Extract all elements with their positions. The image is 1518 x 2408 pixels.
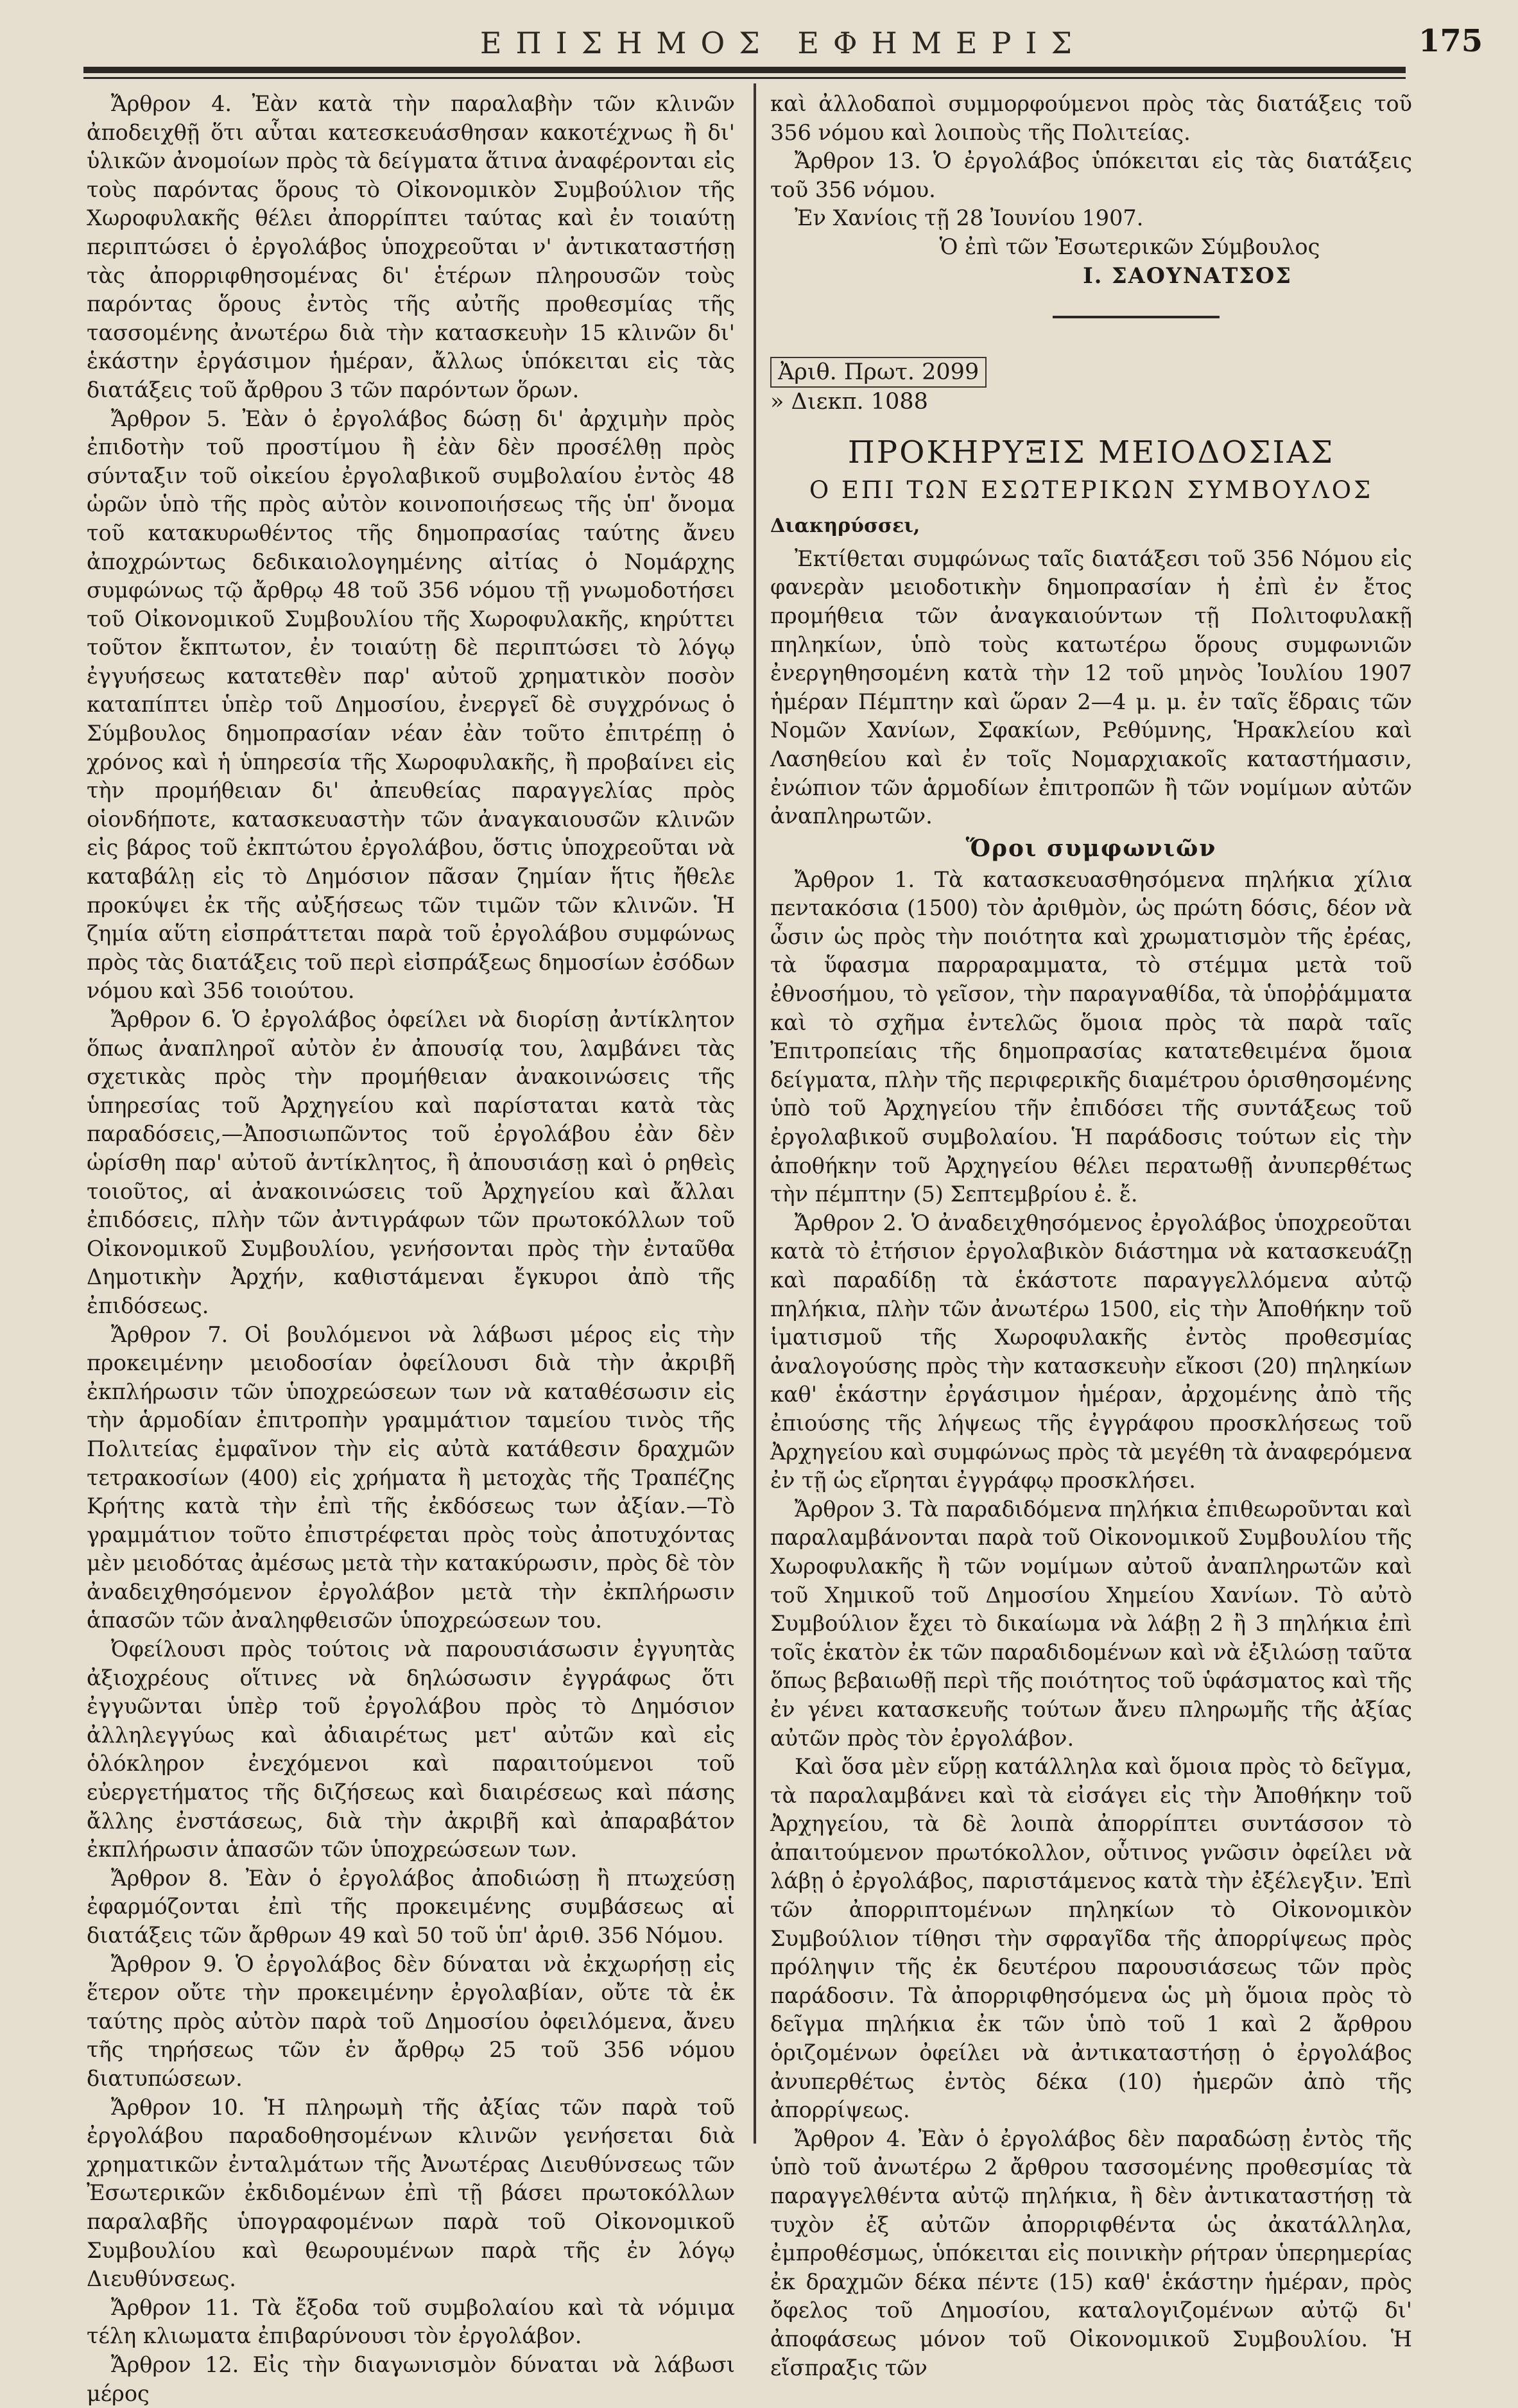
dispatch-number: » Διεκπ. 1088 (770, 389, 928, 415)
article-9-paragraph: Ἄρθρον 9. Ὁ ἐργολάβος δὲν δύναται νὰ ἐκχωρήσῃ εἰς ἕτερον οὔτε τὴν προκειμένην ἐργολαβίαν, οὔτε τὰ ἐκ ταύτης πρὸς αὐτὸν παρὰ τοῦ Δημοσίου ὀφειλόμενα, ἄνευ τῆς τηρήσεως τῶν ἐν ἄρθρῳ 25 τοῦ 356 νόμου διατυπώσεων. (87, 1951, 735, 2091)
article-6-paragraph: Ἄρθρον 6. Ὁ ἐργολάβος ὀφείλει νὰ διορίσῃ ἀντίκλητον ὅπως ἀναπληροῖ αὐτὸν ἐν ἀπουσίᾳ του, λαμβάνει τὰς σχετικὰς πρὸς τὴν προμήθειαν ἀνακοινώσεις τῆς ὑπηρεσίας τοῦ Ἀρχηγείου καὶ παρίσταται κατὰ τὰς παραδόσεις,—Ἀποσιωπῶντος τοῦ ἐργολάβου ἐὰν δὲν ὡρίσθη παρ' αὐτοῦ ἀντίκλητος, ἢ ἀπουσιάσῃ καὶ ὁ ρηθεὶς τοιοῦτος, αἱ ἀνακοινώσεις τοῦ Ἀρχηγείου καὶ ἄλλαι ἐπιδόσεις, πλὴν τῶν ἀντιγράφων τῶν πρωτοκόλλων τοῦ Οἰκονομικοῦ Συμβουλίου, γενήσονται πρὸς τὴν ἐνταῦθα Δημοτικὴν Ἀρχήν, καθιστάμεναι ἔγκυροι ἀπὸ τῆς ἐπιδόσεως. (87, 1007, 735, 1318)
reference-block (770, 357, 1412, 416)
article-5-paragraph: Ἄρθρον 5. Ἐὰν ὁ ἐργολάβος δώσῃ δι' ἀρχιμὴν πρὸς ἐπιδοτὴν τοῦ προστίμου ἢ ἐὰν δὲν προσέλθῃ πρὸς σύνταξιν τοῦ οἰκείου ἐργολαβικοῦ συμβολαίου ἐντὸς 48 ὡρῶν ὑπὸ τῆς πρὸς αὐτὸν κοινοποιήσεως τῆς ὑπ' ὄνομα τοῦ κατακυρωθέντος τῆς δημοπρασίας ταύτης ἄνευ ἀποχρώντως δεδικαιολογημένης αἰτίας ὁ Νομάρχης συμφώνως τῷ ἄρθρῳ 48 τοῦ 356 νόμου τῇ γνωμοδοτήσει τοῦ Οἰκονομικοῦ Συμβουλίου τῆς Χωροφυλακῆς, κηρύττει τοῦτον ἔκπτωτον, ἐν τοιαύτῃ δὲ περιπτώσει τὸ λόγῳ ἐγγυήσεως κατατεθὲν παρ' αὐτοῦ χρηματικὸν ποσὸν καταπίπτει ὑπὲρ τοῦ Δημοσίου, ἐνεργεῖ δὲ συγχρόνως ὁ Σύμβουλος δημοπρασίαν νέαν ἐὰν τοῦτο ἐπιτρέπῃ ὁ χρόνος καὶ ἡ ὑπηρεσία τῆς Χωροφυλακῆς, ἢ προβαίνει εἰς τὴν προμήθειαν δι' ἀπευθείας παραγγελίας πρὸς οἱονδήποτε, κατασκευαστὴν τῶν ἀναγκαιουσῶν κλινῶν εἰς βάρος τοῦ ἐκπτώτου ἐργολάβου, ὅστις ὑποχρεοῦται νὰ καταβάλῃ εἰς τὸ Δημόσιον πᾶσαν ζημίαν ἥτις ἤθελε προκύψει ἐκ τῆς αὐξήσεως τῶν τιμῶν τῶν κλινῶν. Ἡ ζημία αὕτη εἰσπράττεται παρὰ τοῦ ἐργολάβου συμφώνως πρὸς τὰς διατάξεις τοῦ περὶ εἰσπράξεως δημοσίων ἐσόδων νόμου καὶ 356 τοιούτου. (87, 406, 735, 1004)
date-line: Ἐν Χανίοις τῇ 28 Ἰουνίου 1907. (795, 205, 1144, 231)
terms-article-4: Ἄρθρον 4. Ἐὰν ὁ ἐργολάβος δὲν παραδώσῃ ἐντὸς τῆς ὑπὸ τοῦ ἀνωτέρω 2 ἄρθρου τασσομένης προθεσμίας τὰ παραγγελθέντα αὐτῷ πηλήκια, ἢ δὲν ἀντικαταστήσῃ τὰ τυχὸν ἐξ αὐτῶν ἀπορριφθέντα ὡς ἀκατάλληλα, ἐμπροθέσμως, ὑπόκειται εἰς ποινικὴν ρήτραν ὑπερημερίας ἐκ δραχμῶν δέκα πέντε (15) καθ' ἑκάστην ἡμέραν, πρὸς ὄφελος τοῦ Δημοσίου, καταλογιζομένων αὐτῷ δι' ἀποφάσεως μόνον τοῦ Οἰκονομικοῦ Συμβουλίου. Ἡ εἴσπραξις τῶν (770, 2126, 1412, 2380)
right-column (770, 90, 1412, 2382)
header-rule-thin (83, 77, 1406, 79)
protocol-number: Ἀριθ. Πρωτ. 2099 (770, 357, 987, 388)
signer-name: Ι. ΣΑΟΥΝΑΤΣΟΣ (1083, 262, 1292, 288)
terms-article-1: Ἄρθρον 1. Τὰ κατασκευασθησόμενα πηλήκια χίλια πεντακόσια (1500) τὸν ἀριθμὸν, ὡς πρώτη δόσις, δέον νὰ ὦσιν ὡς πρὸς τὴν ποιότητα καὶ χρωματισμὸν τῆς ἐρέας, τὰ ὕφασμα παρραραμματα, τὸ στέμμα μετὰ τοῦ ἐθνοσήμου, τὸ γεῖσον, τὴν παραγναθίδα, τὰ ὑποῤῥάμματα καὶ τὸ σχῆμα ἐντελῶς ὅμοια πρὸς τὰ παρὰ ταῖς Ἐπιτροπείαις τῆς δημοπρασίας κατατεθειμένα ὅμοια δείγματα, πλὴν τῆς περιφερικῆς διαμέτρου ὁρισθησομένης ὑπὸ τοῦ Ἀρχηγείου τῆν ἐπιδόσει τῆς συντάξεως τοῦ ἐργολαβικοῦ συμβολαίου. Ἡ παράδοσις τούτων εἰς τὴν ἀποθήκην τοῦ Ἀρχηγείου θέλει περατωθῇ ἀνυπερθέτως τὴν πέμπτην (5) Σεπτεμβρίου ἐ. ἔ. (770, 866, 1412, 1207)
column-divider (754, 83, 756, 2144)
terms-article-3: Ἄρθρον 3. Τὰ παραδιδόμενα πηλήκια ἐπιθεωροῦνται καὶ παραλαμβάνονται παρὰ τοῦ Οἰκονομικοῦ Συμβουλίου τῆς Χωροφυλακῆς ἢ τῶν νομίμων αὐτοῦ ἀναπληρωτῶν καὶ τοῦ Χημικοῦ τοῦ Δημοσίου Χημείου Χανίων. Τὸ αὐτὸ Συμβούλιον ἔχει τὸ δικαίωμα νὰ λάβῃ 2 ἢ 3 πηλήκια ἐπὶ τοῖς ἑκατὸν ἐκ τῶν παραδιδομένων καὶ νὰ ἐξιλώσῃ ταῦτα ὅπως βεβαιωθῇ περὶ τῆς ποιότητος τοῦ ὑφάσματος καὶ τῆς ἐν γένει κατασκευῆς τούτων ἄνευ πληρωμῆς τῆς ἀξίας αὐτῶν πρὸς τὸν ἐργολάβον. (770, 1496, 1412, 1751)
terms-article-3-cont: Καὶ ὅσα μὲν εὕρῃ κατάλληλα καὶ ὅμοια πρὸς τὸ δεῖγμα, τὰ παραλαμβάνει καὶ τὰ εἰσάγει εἰς τὴν Ἀποθήκην τοῦ Ἀρχηγείου, τὰ δὲ λοιπὰ ἀπορρίπτει συντάσσον τὸ ἀπαιτούμενον πρωτόκολλον, οὗτινος γνῶσιν ὀφείλει νὰ λάβῃ ὁ ἐργολάβος, παριστάμενος κατὰ τὴν ἐξέλεγξιν. Ἐπὶ τῶν ἀπορριπτομένων πηληκίων τὸ Οἰκονομικὸν Συμβούλιον τίθησι τὴν σφραγῖδα τῆς ἀπορρίψεως πρὸς πρόληψιν τῆς ἐκ δευτέρου παρουσιάσεως τῶν πρὸς παράδοσιν. Τὰ ἀπορριφθησόμενα ὡς μὴ ὅμοια πρὸς τὸ δεῖγμα πηλήκια ἐκ τῶν ὑπὸ τοῦ 1 καὶ 2 ἄρθρου ὁριζομένων ὀφείλει νὰ ἀντικαταστήσῃ ὁ ἐργολάβος ἀνυπερθέτως ἐντὸς δέκα (10) ἡμερῶν ἀπὸ τῆς ἀπορρίψεως. (770, 1754, 1412, 2123)
article-10-paragraph: Ἄρθρον 10. Ἡ πληρωμὴ τῆς ἀξίας τῶν παρὰ τοῦ ἐργολάβου παραδοθησομένων κλινῶν γενήσεται διὰ χρηματικῶν ἐνταλμάτων τῆς Ἀνωτέρας Διευθύνσεως τῶν Ἐσωτερικῶν ἐκδιδομένων ἐπὶ τῇ βάσει πρωτοκόλλων παραλαβῆς ὑπογραφομένων παρὰ τοῦ Οἰκονομικοῦ Συμβουλίου καὶ θεωρουμένων παρὰ τῆς ἐν λόγῳ Διευθύνσεως. (87, 2094, 735, 2292)
section-rule (1053, 316, 1220, 318)
terms-article-2: Ἄρθρον 2. Ὁ ἀναδειχθησόμενος ἐργολάβος ὑποχρεοῦται κατὰ τὸ ἐτήσιον ἐργολαβικὸν διάστημα νὰ κατασκευάζῃ καὶ παραδίδῃ τὰ ἑκάστοτε παραγγελλόμενα αὐτῷ πηλήκια, πλὴν τῶν ἀνωτέρω 1500, εἰς τὴν Ἀποθήκην τοῦ ἱματισμοῦ τῆς Χωροφυλακῆς ἐντὸς προθεσμίας ἀναλογούσης πρὸς τὴν κατασκευὴν εἴκοσι (20) πηληκίων καθ' ἑκάστην ἐργάσιμον ἡμέραν, ἀρχομένης ἀπὸ τῆς ἐπιούσης τῆς λήψεως τῆς ἐγγράφου προσκλήσεως τοῦ Ἀρχηγείου καὶ συμφώνως πρὸς τὰ μεγέθη τὰ ἀναφερόμενα ἐν τῇ ὡς εἴρηται ἐγγράφῳ προσκλήσει. (770, 1210, 1412, 1493)
announcement-body: Ἐκτίθεται συμφώνως ταῖς διατάξεσι τοῦ 356 Νόμου εἰς φανερὰν μειοδοτικὴν δημοπρασίαν ἡ ἐπὶ ἐν ἔτος προμήθεια τῶν ἀναγκαιούντων τῇ Πολιτοφυλακῇ πηληκίων, ὑπὸ τοὺς κατωτέρω ὅρους συμφωνιῶν ἐνεργηθησομένη κατὰ τὴν 12 τοῦ μηνὸς Ἰουλίου 1907 ἡμέραν Πέμπτην καὶ ὥραν 2—4 μ. μ. ἐν ταῖς ἕδραις τῶν Νομῶν Χανίων, Σφακίων, Ρεθύμνης, Ἡρακλείου καὶ Λασηθείου καὶ ἐν τοῖς Νομαρχιακοῖς καταστήμασιν, ἐνώπιον τῶν ἁρμοδίων ἐπιτροπῶν ἢ τῶν νομίμων αὐτῶν ἀναπληρωτῶν. (770, 546, 1412, 829)
article-7-paragraph: Ἄρθρον 7. Οἱ βουλόμενοι νὰ λάβωσι μέρος εἰς τὴν προκειμένην μειοδοσίαν ὀφείλουσι διὰ τὴν ἀκριβῆ ἐκπλήρωσιν τῶν ὑποχρεώσεων των νὰ καταθέσωσιν εἰς τὴν ἁρμοδίαν ἐπιτροπὴν γραμμάτιον ταμείου τινὸς τῆς Πολιτείας ἐμφαῖνον τὴν εἰς αὐτὰ κατάθεσιν δραχμῶν τετρακοσίων (400) εἰς χρήματα ἢ μετοχὰς τῆς Τραπέζης Κρήτης κατὰ τὴν ἐπὶ τῆς ἐκδόσεως των ἀξίαν.—Τὸ γραμμάτιον τοῦτο ἐπιστρέφεται πρὸς τοὺς ἀποτυχόντας μὲν μειοδότας ἀμέσως μετὰ τὴν κατακύρωσιν, πρὸς δὲ τὸν ἀναδειχθησόμενον ἐργολάβον μετὰ τὴν ἐκπλήρωσιν ἁπασῶν τῶν ἀναληφθεισῶν ὑποχρεώσεων του. (87, 1321, 735, 1633)
announcement-title: ΠΡΟΚΗΡΥΞΙΣ ΜΕΙΟΔΟΣΙΑΣ (847, 434, 1335, 471)
article-13-paragraph: Ἄρθρον 13. Ὁ ἐργολάβος ὑπόκειται εἰς τὰς διατάξεις τοῦ 356 νόμου. (770, 148, 1412, 202)
article-12-paragraph: Ἄρθρον 12. Εἰς τὴν διαγωνισμὸν δύναται νὰ λάβωσι μέρος (87, 2352, 735, 2406)
declares-label: Διακηρύσσει, (770, 515, 920, 538)
article-11-paragraph: Ἄρθρον 11. Τὰ ἔξοδα τοῦ συμβολαίου καὶ τὰ νόμιμα τέλη κλιωματα ἐπιβαρύνουσι τὸν ἐργολάβον. (87, 2294, 735, 2349)
signer-office: Ὁ ἐπὶ τῶν Ἐσωτερικῶν Σύμβουλος (939, 234, 1320, 259)
continued-paragraph: καὶ ἀλλοδαποὶ συμμορφούμενοι πρὸς τὰς διατάξεις τοῦ 356 νόμου καὶ λοιποὺς τῆς Πολιτείας. (770, 91, 1412, 145)
terms-heading: Ὅροι συμφωνιῶν (965, 834, 1217, 862)
left-column (87, 90, 735, 2408)
article-4-paragraph: Ἄρθρον 4. Ἐὰν κατὰ τὴν παραλαβὴν τῶν κλινῶν ἀποδειχθῇ ὅτι αὗται κατεσκευάσθησαν κακοτέχνως ἢ δι' ὑλικῶν ἀνομοίων πρὸς τὰ δείγματα ἅτινα ἀναφέρονται εἰς τοὺς παρόντας ὅρους τὸ Οἰκονομικὸν Συμβούλιον τῆς Χωροφυλακῆς θέλει ἀπορρίπτει ταύτας καὶ ἐν τοιαύτῃ περιπτώσει ὁ ἐργολάβος ὑποχρεοῦται ν' ἀντικαταστήσῃ τὰς ἀπορριφθησομένας δι' ἑτέρων πληρουσῶν τοὺς παρόντας ὅρους ἐντὸς τῆς αὐτῆς προθεσμίας τῆς τασσομένης ἀνωτέρω διὰ τὴν κατασκευὴν 15 κλινῶν δι' ἑκάστην ἐργάσιμον ἡμέραν, ἄλλως ὑπόκειται εἰς τὰς διατάξεις τοῦ ἄρθρου 3 τῶν παρόντων ὅρων. (87, 91, 735, 402)
guarantors-paragraph: Ὀφείλουσι πρὸς τούτοις νὰ παρουσιάσωσιν ἐγγυητὰς ἀξιοχρέους οἵτινες νὰ δηλώσωσιν ἐγγράφως ὅτι ἐγγυῶνται ὑπὲρ τοῦ ἐργολάβου πρὸς τὸ Δημόσιον ἀλληλεγγύως καὶ ἀδιαιρέτως μετ' αὐτῶν καὶ εἰς ὁλόκληρον ἐνεχόμενοι καὶ παραιτούμενοι τοῦ εὐεργετήματος τῆς διζήσεως καὶ διαιρέσεως καὶ πάσης ἄλλης ἐνστάσεως, διὰ τὴν ἀκριβῆ καὶ ἀπαραβάτον ἐκπλήρωσιν ἁπασῶν τῶν ὑποχρεώσεων των. (87, 1637, 735, 1862)
page-number: 175 (1419, 23, 1483, 59)
header-rule (83, 67, 1406, 73)
announcement-subtitle: Ο ΕΠΙ ΤΩΝ ΕΣΩΤΕΡΙΚΩΝ ΣΥΜΒΟΥΛΟΣ (809, 476, 1374, 504)
masthead-title: ΕΠΙΣΗΜΟΣ ΕΦΗΜΕΡΙΣ (479, 26, 1087, 60)
article-8-paragraph: Ἄρθρον 8. Ἐὰν ὁ ἐργολάβος ἀποδιώσῃ ἢ πτωχεύσῃ ἐφαρμόζονται ἐπὶ τῆς προκειμένης συμβάσεως αἱ διατάξεις τῶν ἄρθρων 49 καὶ 50 τοῦ ὑπ' ἀριθ. 356 Νόμου. (87, 1865, 735, 1948)
